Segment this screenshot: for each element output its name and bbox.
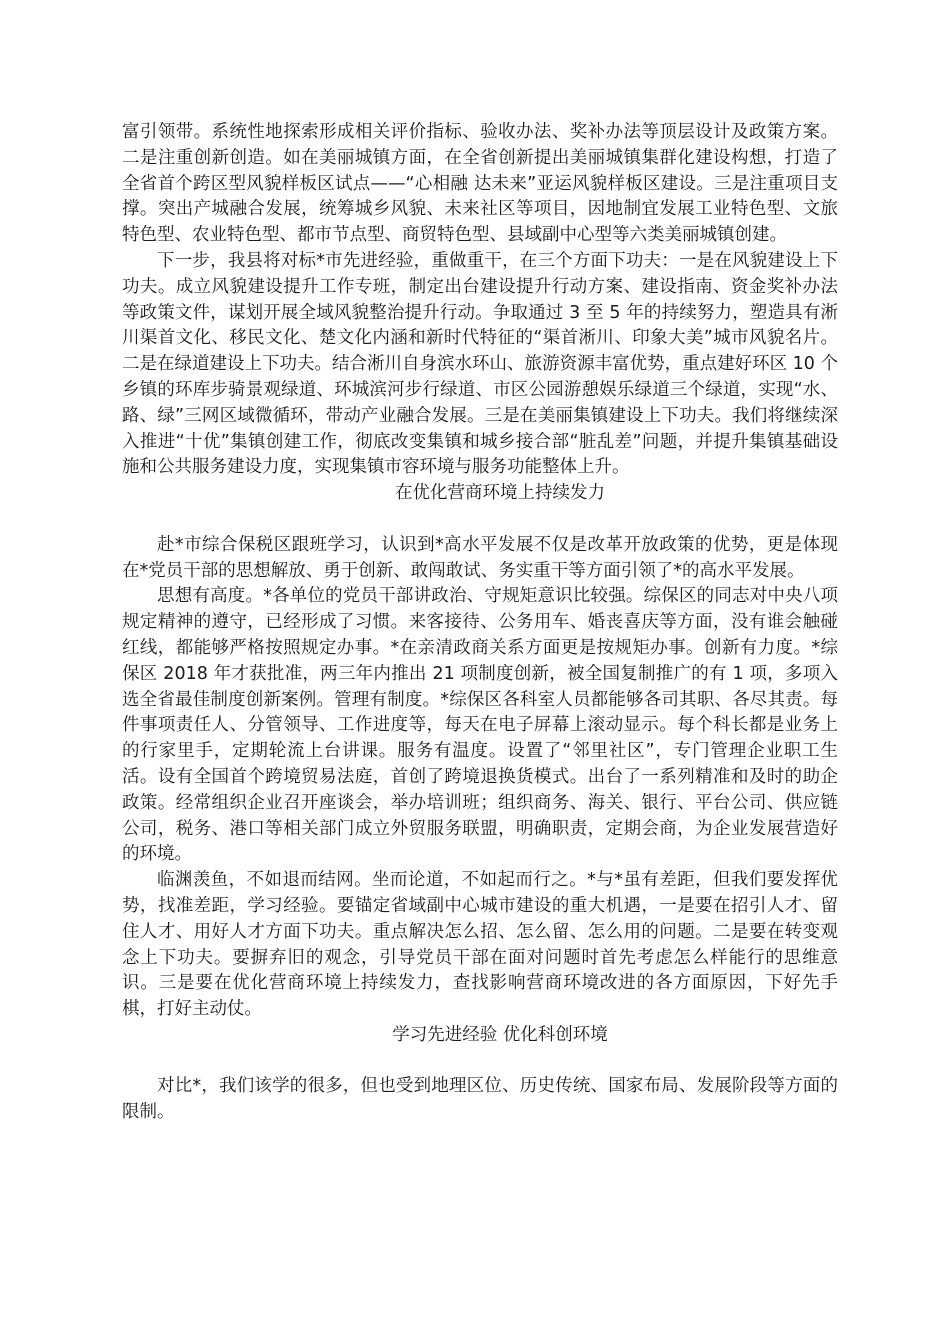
section-heading: 学习先进经验 优化科创环境 — [392, 1024, 608, 1045]
paragraph: 富引领带。系统性地探索形成相关评价指标、验收办法、奖补办法等顶层设计及政策方案。二是注重创新创造。如在美丽城镇方面，在全省创新提出美丽城镇集群化建设构想，打造了全省首个跨区型风貌样板区试点——“心相融 达未来”亚运风貌样板区建设。三是注重项目支撑。突出产城融合发展，统筹城乡风貌、未来社区等项目，因地制宜发展工业特色型、文旅特色型、农业特色型、都市节点型、商贸特色型、县域副中心型等六类美丽城镇创建。 — [122, 122, 838, 246]
document-page — [122, 120, 838, 1126]
section-heading: 在优化营商环境上持续发力 — [395, 483, 605, 504]
paragraph: 下一步，我县将对标*市先进经验，重做重干，在三个方面下功夫：一是在风貌建设上下功夫。成立风貌建设提升工作专班，制定出台建设提升行动方案、建设指南、资金奖补办法等政策文件，谋划开展全域风貌整治提升行动。争取通过 3 至 5 年的持续努力，塑造具有淅川渠首文化、移民文化、楚文化内涵和新时代特征的“渠首淅川、印象大美”城市风貌名片。二是在绿道建设上下功夫。结合淅川自身滨水环山、旅游资源丰富优势，重点建好环区 10 个乡镇的环库步骑景观绿道、环城滨河步行绿道、市区公园游憩娱乐绿道三个绿道，实现“水、路、绿”三网区域微循环，带动产业融合发展。三是在美丽集镇建设上下功夫。我们将继续深入推进“十优”集镇创建工作，彻底改变集镇和城乡接合部“脏乱差”问题，并提升集镇基础设施和公共服务建设力度，实现集镇市容环境与服务功能整体上升。 — [122, 250, 838, 478]
paragraph: 对比*，我们该学的很多，但也受到地理区位、历史传统、国家布局、发展阶段等方面的限制。 — [122, 1076, 838, 1123]
blank-line — [122, 507, 838, 533]
blank-line — [122, 1049, 838, 1075]
paragraph: 临渊羡鱼，不如退而结网。坐而论道，不如起而行之。*与*虽有差距，但我们要发挥优势，找准差距，学习经验。要锚定省域副中心城市建设的重大机遇，一是要在招引人才、留住人才、用好人才方面下功夫。重点解决怎么招、怎么留、怎么用的问题。二是要在转变观念上下功夫。要摒弃旧的观念，引导党员干部在面对问题时首先考虑怎么样能行的思维意识。三是要在优化营商环境上持续发力，查找影响营商环境改进的各方面原因，下好先手棋，打好主动仗。 — [122, 870, 838, 1020]
paragraph: 思想有高度。*各单位的党员干部讲政治、守规矩意识比较强。综保区的同志对中央八项规定精神的遵守，已经形成了习惯。来客接待、公务用车、婚丧喜庆等方面，没有谁会触碰红线，都能够严格按照规定办事。*在亲清政商关系方面更是按规矩办事。创新有力度。*综保区 2018 年才获批准，两三年内推出 21 项制度创新，被全国复制推广的有 1 项，多项入选全省最佳制度创新案例。管理有制度。*综保区各科室人员都能够各司其职、各尽其责。每件事项责任人、分管领导、工作进度等，每天在电子屏幕上滚动显示。每个科长都是业务上的行家里手，定期轮流上台讲课。服务有温度。设置了“邻里社区”，专门管理企业职工生活。设有全国首个跨境贸易法庭，首创了跨境退换货模式。出台了一系列精准和及时的助企政策。经常组织企业召开座谈会，举办培训班；组织商务、海关、银行、平台公司、供应链公司，税务、港口等相关部门成立外贸服务联盟，明确职责，定期会商，为企业发展营造好的环境。 — [122, 586, 838, 865]
paragraph: 赴*市综合保税区跟班学习，认识到*高水平发展不仅是改革开放政策的优势，更是体现在*党员干部的思想解放、勇于创新、敢闯敢试、务实重干等方面引领了*的高水平发展。 — [122, 534, 838, 581]
